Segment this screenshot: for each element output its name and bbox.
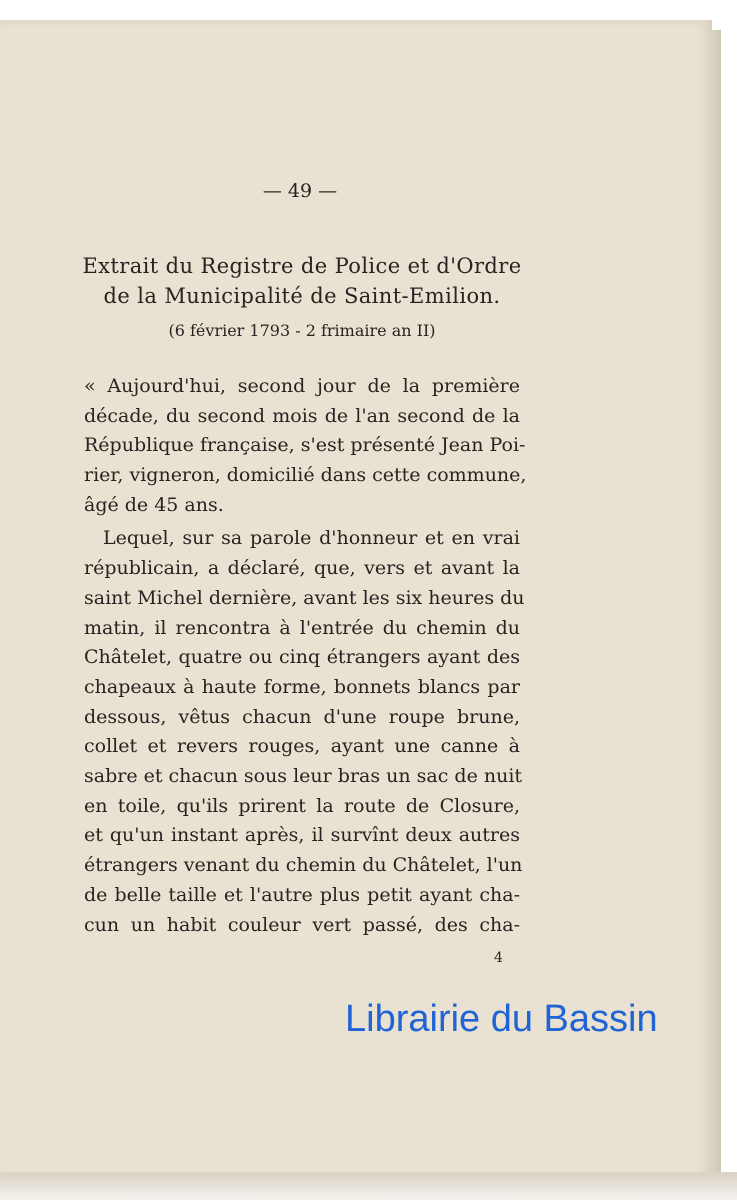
- body-line: en toile, qu'ils prirent la route de Closure,: [84, 795, 520, 817]
- body-line: étrangers venant du chemin du Châtelet, l'un: [84, 854, 523, 876]
- body-line: chapeaux à haute forme, bonnets blancs par: [84, 676, 520, 698]
- body-line: « Aujourd'hui, second jour de la première: [84, 375, 520, 397]
- body-line: républicain, a déclaré, que, vers et avant la: [84, 557, 520, 579]
- body-line: de belle taille et l'autre plus petit ayant cha-: [84, 884, 520, 906]
- page-number: — 49 —: [262, 180, 338, 202]
- body-line: âgé de 45 ans.: [84, 494, 224, 516]
- body-line: rier, vigneron, domicilié dans cette commune,: [84, 464, 527, 486]
- body-line: et qu'un instant après, il survînt deux autres: [84, 824, 520, 846]
- body-line: sabre et chacun sous leur bras un sac de nuit: [84, 765, 523, 787]
- title-date: (6 février 1793 - 2 frimaire an II): [168, 321, 436, 340]
- body-line: matin, il rencontra à l'entrée du chemin du: [84, 617, 520, 639]
- body-line: décade, du second mois de l'an second de la: [84, 405, 520, 427]
- watermark: Librairie du Bassin: [345, 998, 658, 1040]
- title-line-1: Extrait du Registre de Police et d'Ordre: [82, 254, 522, 278]
- page-bottom-shadow: [0, 1172, 737, 1200]
- body-line: cun un habit couleur vert passé, des cha-: [84, 914, 520, 936]
- body-line: Châtelet, quatre ou cinq étrangers ayant des: [84, 646, 520, 668]
- title-line-2: de la Municipalité de Saint-Emilion.: [103, 284, 501, 308]
- body-line: République française, s'est présenté Jean Poi-: [84, 434, 526, 456]
- signature-mark: 4: [494, 950, 503, 966]
- body-line: dessous, vêtus chacun d'une roupe brune,: [84, 706, 520, 728]
- body-line: saint Michel dernière, avant les six heures du: [84, 587, 525, 609]
- body-line: collet et revers rouges, ayant une canne à: [84, 735, 520, 757]
- body-line: Lequel, sur sa parole d'honneur et en vrai: [103, 527, 520, 549]
